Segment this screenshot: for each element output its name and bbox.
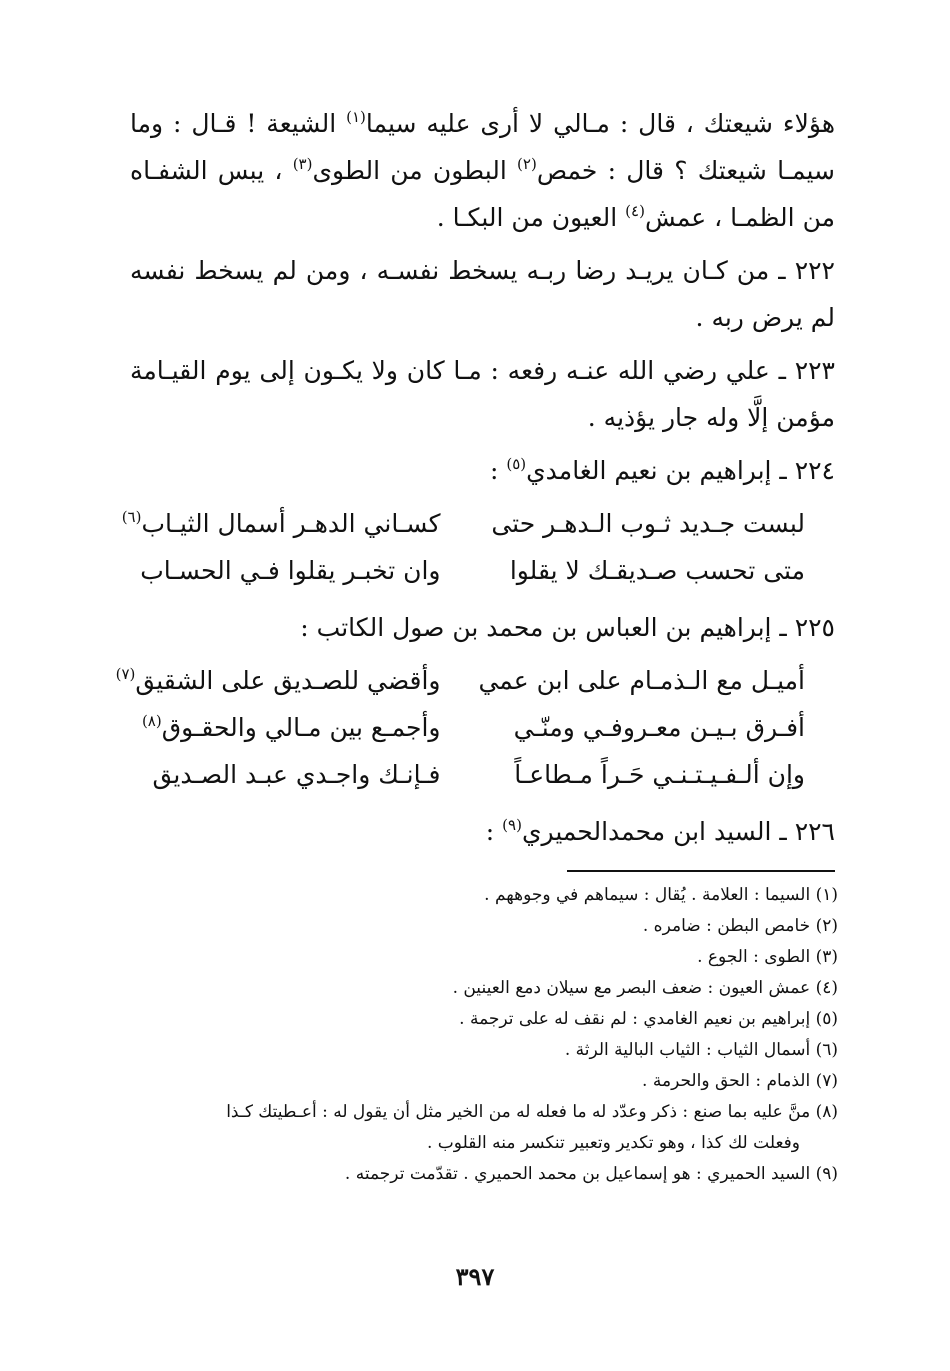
verse-first-hemistich: أفـرق بـيـن معـروفـي ومنّـي: [513, 713, 805, 742]
footnotes: [130, 880, 838, 1190]
paragraph-222: ٢٢٢ ـ من كـان يريـد رضا ربـه يسخط نفسـه ، ومن لم يسخط نفسه لم يرض ربه .: [130, 256, 835, 332]
footnote-ref-5[interactable]: (٥): [506, 455, 527, 473]
verse: [130, 704, 835, 751]
footnote-ref-9[interactable]: (٩): [502, 816, 522, 834]
footnote-ref-8[interactable]: (٨): [141, 712, 162, 730]
footnote-8-continued: وفعلت لك كذا ، وهو تكدير وتعبير تنكسر منه القلوب .: [427, 1133, 800, 1153]
heading-224: ٢٢٤ ـ إبراهيم بن نعيم الغامدي$^{(٥)}$ :: [489, 455, 835, 485]
footnote-ref-6[interactable]: (٦): [121, 508, 142, 526]
verse: [130, 751, 835, 798]
footnote-ref-2[interactable]: (٢): [517, 155, 537, 173]
paragraph-221-continued: هؤلاء شيعتك ، قال : مـالي لا أرى عليه سيما$^{(١)}$ الشيعة ! قـال : وما سيمـا شيعتك ؟ قال : خمص$^{(٢)}$ البطون من الطوى$^{(٣)}$ ، يبس الشفـاه من الظمـا ، عمش$^{(٤)}$ العيون من البكـا .: [130, 108, 835, 232]
verse-second-hemistich: كسـاني الدهـر أسمال الثيـاب$^{(٦)}$: [121, 508, 441, 538]
verse-second-hemistich: وأقضي للصـديق على الشقيق$^{(٧)}$: [115, 665, 441, 695]
footnote-ref-1[interactable]: (١): [346, 108, 366, 126]
verse-first-hemistich: أميـل مع الـذمـام على ابن عمي: [478, 666, 805, 695]
footnote-8: (٨) منَّ عليه بما صنع : ذكر وعدّد له ما فعله له من الخير مثل أن يقول له : أعـطيتك كـذا: [226, 1102, 838, 1122]
verse-first-hemistich: متى تحسب صـديقـك لا يقلوا: [509, 556, 805, 585]
main-text: [115, 100, 835, 861]
page-number: ٣٩٧: [455, 1262, 495, 1291]
verse: [130, 547, 835, 594]
footnote-4: (٤) عمش العيون : ضعف البصر مع سيلان دمع العينين .: [452, 978, 838, 998]
verse: [121, 500, 835, 547]
verse-second-hemistich: وأجمـع بين مـالي والحقـوق$^{(٨)}$: [141, 712, 441, 742]
footnote-separator: [567, 870, 835, 872]
footnote-ref-7[interactable]: (٧): [115, 665, 136, 683]
verse-first-hemistich: وإن ألـفـيـتـنـي حَـراً مـطاعـاً: [514, 760, 805, 789]
verse: [115, 657, 835, 704]
heading-226: ٢٢٦ ـ السيد ابن محمدالحميري$^{(٩)}$ :: [485, 816, 835, 846]
verse-first-hemistich: لبست جـديد ثـوب الـدهـر حتى: [491, 509, 805, 538]
footnote-1: (١) السيما : العلامة . يُقال : سيماهم في وجوههم .: [484, 885, 838, 905]
footnote-5: (٥) إبراهيم بن نعيم الغامدي : لم نقف له على ترجمة .: [459, 1009, 838, 1029]
verse-second-hemistich: فـإنـك واجـدي عبـد الصـديق: [152, 760, 441, 789]
footnote-2: (٢) خامص البطن : ضامره .: [642, 916, 838, 936]
poem-225: [115, 657, 835, 798]
verse-second-hemistich: وان تخبـر يقلوا فـي الحسـاب: [140, 556, 441, 585]
paragraph-223: ٢٢٣ ـ علي رضي الله عنـه رفعه : مـا كان ولا يكـون إلى يوم القيـامة مؤمن إلَّا وله جار يؤذيه .: [130, 356, 835, 432]
footnote-9: (٩) السيد الحميري : هو إسماعيل بن محمد الحميري . تقدّمت ترجمته .: [344, 1164, 838, 1184]
footnote-7: (٧) الذمام : الحق والحرمة .: [642, 1071, 838, 1091]
footnote-ref-4[interactable]: (٤): [625, 202, 645, 220]
footnote-ref-3[interactable]: (٣): [292, 155, 313, 173]
poem-224: [121, 500, 835, 594]
footnote-6: (٦) أسمال الثياب : الثياب البالية الرثة .: [564, 1040, 838, 1060]
heading-225: ٢٢٥ ـ إبراهيم بن العباس بن محمد بن صول الكاتب :: [300, 613, 835, 642]
footnote-3: (٣) الطوى : الجوع .: [697, 947, 838, 967]
